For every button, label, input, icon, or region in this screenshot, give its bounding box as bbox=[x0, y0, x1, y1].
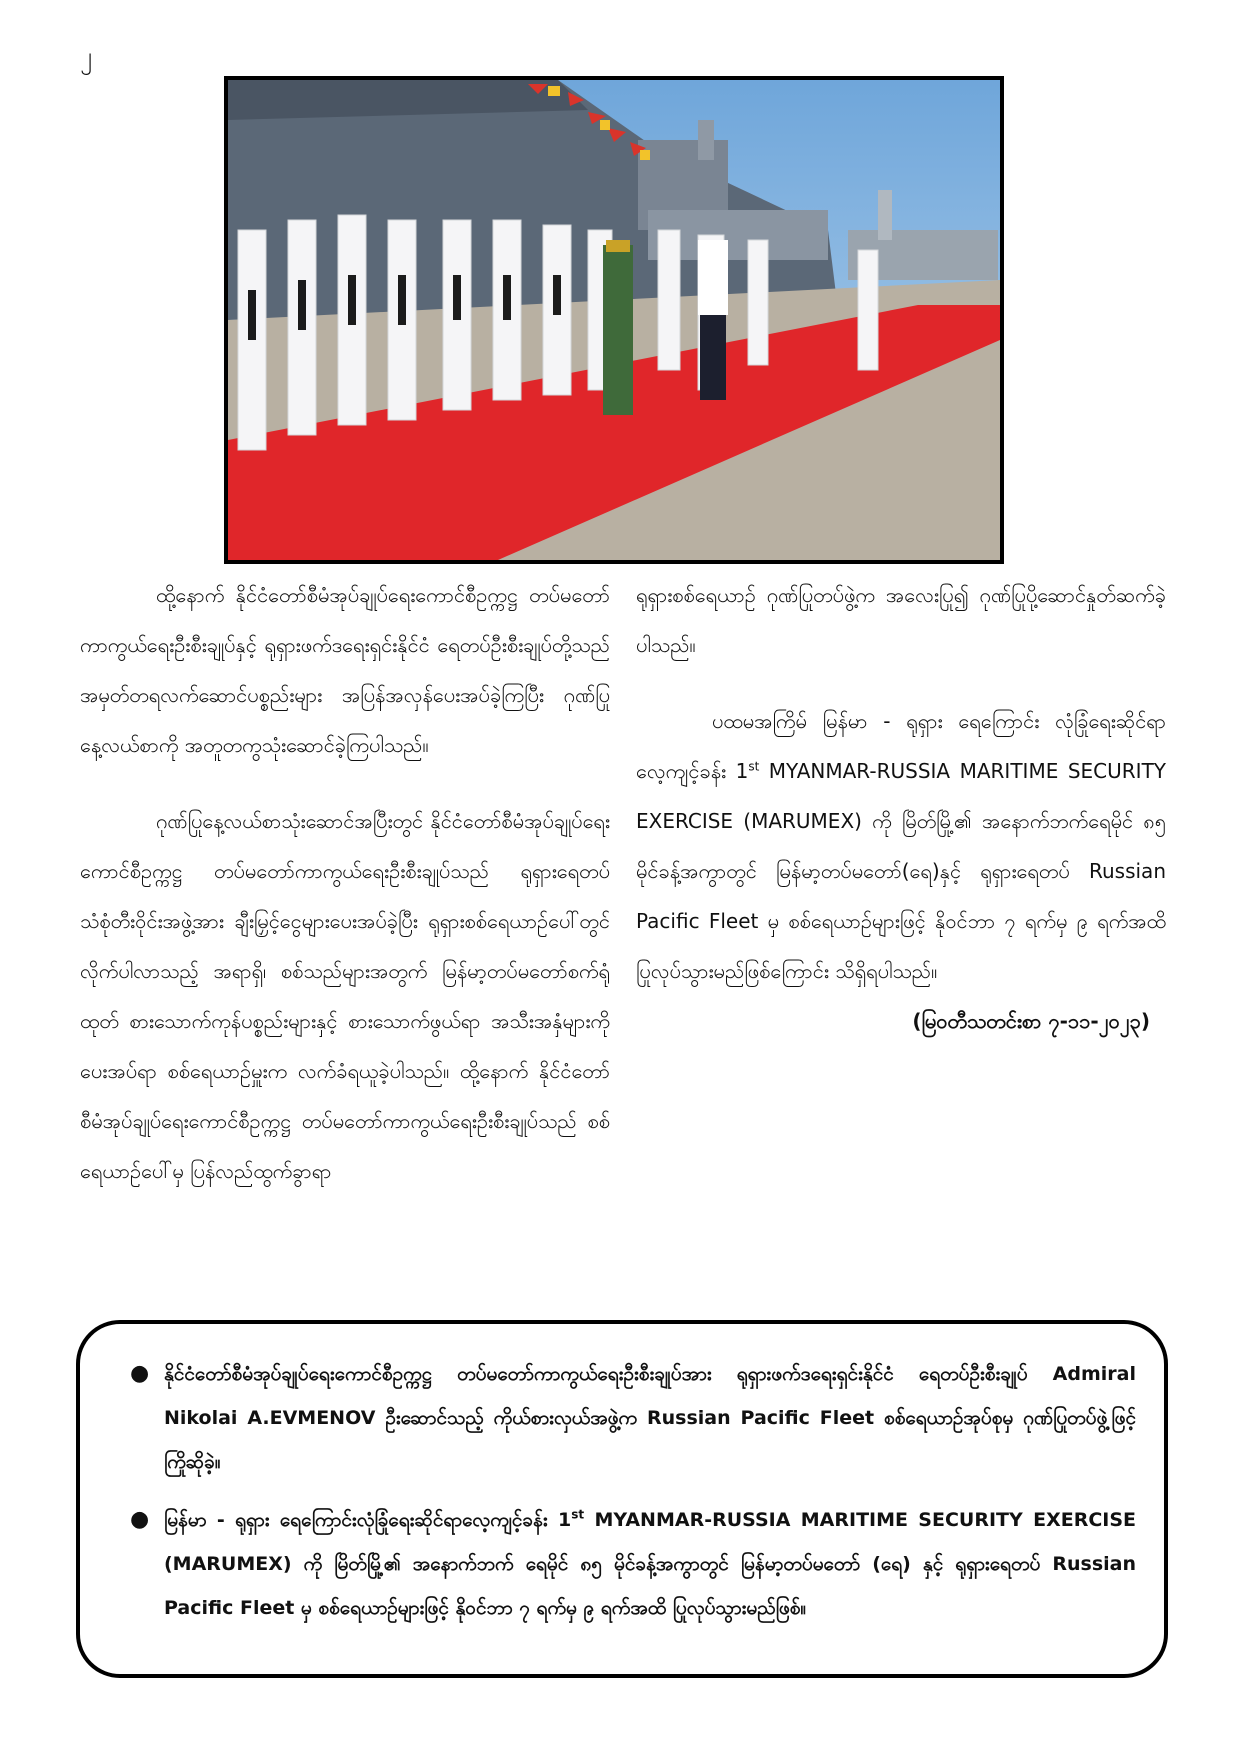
summary-item bbox=[130, 1498, 1136, 1630]
left-paragraph-2: ဂုဏ်ပြုနေ့လယ်စာသုံးဆောင်အပြီးတွင် နိုင်ငံတော်စီမံအုပ်ချုပ်ရေးကောင်စီဥက္ကဋ္ဌ တပ်မတော်ကာကွယ်ရေးဦးစီးချုပ်သည် ရုရှားရေတပ် သံစုံတီးဝိုင်းအဖွဲ့အား ချီးမြှင့်ငွေများပေးအပ်ခဲ့ပြီး ရုရှားစစ်ရေယာဉ်ပေါ်တွင် လိုက်ပါလာသည့် အရာရှိ၊ စစ်သည်များအတွက် မြန်မာ့တပ်မတော်စက်ရုံထုတ် စားသောက်ကုန်ပစ္စည်းများနှင့် စားသောက်ဖွယ်ရာ အသီးအနှံများကိုပေးအပ်ရာ စစ်ရေယာဉ်မှူးက လက်ခံရယူခဲ့ပါသည်။ ထို့နောက် နိုင်ငံတော်စီမံအုပ်ချုပ်ရေးကောင်စီဥက္ကဋ္ဌ တပ်မတော်ကာကွယ်ရေးဦးစီးချုပ်သည် စစ်ရေယာဉ်ပေါ်မှ ပြန်လည်ထွက်ခွာရာ bbox=[80, 809, 610, 1183]
summary-box bbox=[76, 1320, 1168, 1678]
left-paragraph-1: ထို့နောက် နိုင်ငံတော်စီမံအုပ်ချုပ်ရေးကောင်စီဥက္ကဋ္ဌ တပ်မတော်ကာကွယ်ရေးဦးစီးချုပ်နှင့် ရုရှားဖက်ဒရေးရှင်းနိုင်ငံ ရေတပ်ဦးစီးချုပ်တို့သည် အမှတ်တရလက်ဆောင်ပစ္စည်းများ အပြန်အလှန်ပေးအပ်ခဲ့ကြပြီး ဂုဏ်ပြုနေ့လယ်စာကို အတူတကွသုံးဆောင်ခဲ့ကြပါသည်။ bbox=[80, 583, 610, 757]
right-paragraph-2-start: ပထမအကြိမ် မြန်မာ - ရုရှား ရေကြောင်း လုံခြုံရေးဆိုင်ရာ လေ့ကျင့်ခန်း 1 bbox=[636, 709, 1166, 783]
left-column bbox=[80, 570, 610, 1196]
page-number: ၂ bbox=[80, 43, 92, 70]
summary-item-2-start: မြန်မာ - ရုရှား ရေကြောင်းလုံခြုံရေးဆိုင်ရာလေ့ကျင့်ခန်း 1 bbox=[164, 1509, 572, 1531]
ordinal-suffix: st bbox=[571, 1507, 585, 1522]
right-paragraph-2-end: MYANMAR-RUSSIA MARITIME SECURITY EXERCISE (MARUMEX) ကို မြိတ်မြို့၏ အနောက်ဘက်ရေမိုင် ၈၅ မိုင်ခန့်အကွာတွင် မြန်မာ့တပ်မတော်(ရေ)နှင့် ရုရှားရေတပ် Russian Pacific Fleet မှ စစ်ရေယာဉ်များဖြင့် နိုဝင်ဘာ ၇ ရက်မှ ၉ ရက်အထိ ပြုလုပ်သွားမည်ဖြစ်ကြောင်း သိရှိရပါသည်။ bbox=[636, 759, 1166, 983]
ceremony-photo bbox=[224, 76, 1004, 564]
summary-list bbox=[130, 1352, 1136, 1630]
summary-item-1-text: နိုင်ငံတော်စီမံအုပ်ချုပ်ရေးကောင်စီဥက္ကဋ္ဌ တပ်မတော်ကာကွယ်ရေးဦးစီးချုပ်အား ရုရှားဖက်ဒရေးရှင်းနိုင်ငံ ရေတပ်ဦးစီးချုပ် Admiral Nikolai A.EVMENOV ဦးဆောင်သည့် ကိုယ်စားလှယ်အဖွဲ့က Russian Pacific Fleet စစ်ရေယာဉ်အုပ်စုမှ ဂုဏ်ပြုတပ်ဖွဲ့ဖြင့် ကြိုဆိုခဲ့။ bbox=[164, 1363, 1136, 1473]
right-column bbox=[636, 570, 1166, 1046]
summary-item-2-end: MYANMAR-RUSSIA MARITIME SECURITY EXERCISE (MARUMEX) ကို မြိတ်မြို့၏ အနောက်ဘက် ရေမိုင် ၈၅ မိုင်ခန့်အကွာတွင် မြန်မာ့တပ်မတော် (ရေ) နှင့် ရုရှားရေတပ် Russian Pacific Fleet မှ စစ်ရေယာဉ်များဖြင့် နိုဝင်ဘာ ၇ ရက်မှ ၉ ရက်အထိ ပြုလုပ်သွားမည်ဖြစ်။ bbox=[164, 1509, 1136, 1619]
right-paragraph-1: ရုရှားစစ်ရေယာဉ် ဂုဏ်ပြုတပ်ဖွဲ့က အလေးပြု၍ ဂုဏ်ပြုပို့ဆောင်နှုတ်ဆက်ခဲ့ပါသည်။ bbox=[636, 583, 1166, 657]
news-source: (မြဝတီသတင်းစာ ၇-၁၁-၂၀၂၃) bbox=[912, 1009, 1150, 1033]
right-paragraph-2 bbox=[636, 696, 1166, 996]
bullet-icon: ● bbox=[130, 1507, 150, 1532]
bullet-icon: ● bbox=[130, 1361, 150, 1386]
ordinal-suffix: st bbox=[748, 759, 760, 774]
summary-item bbox=[130, 1352, 1136, 1484]
ceremony-photo-illustration bbox=[228, 80, 1000, 560]
